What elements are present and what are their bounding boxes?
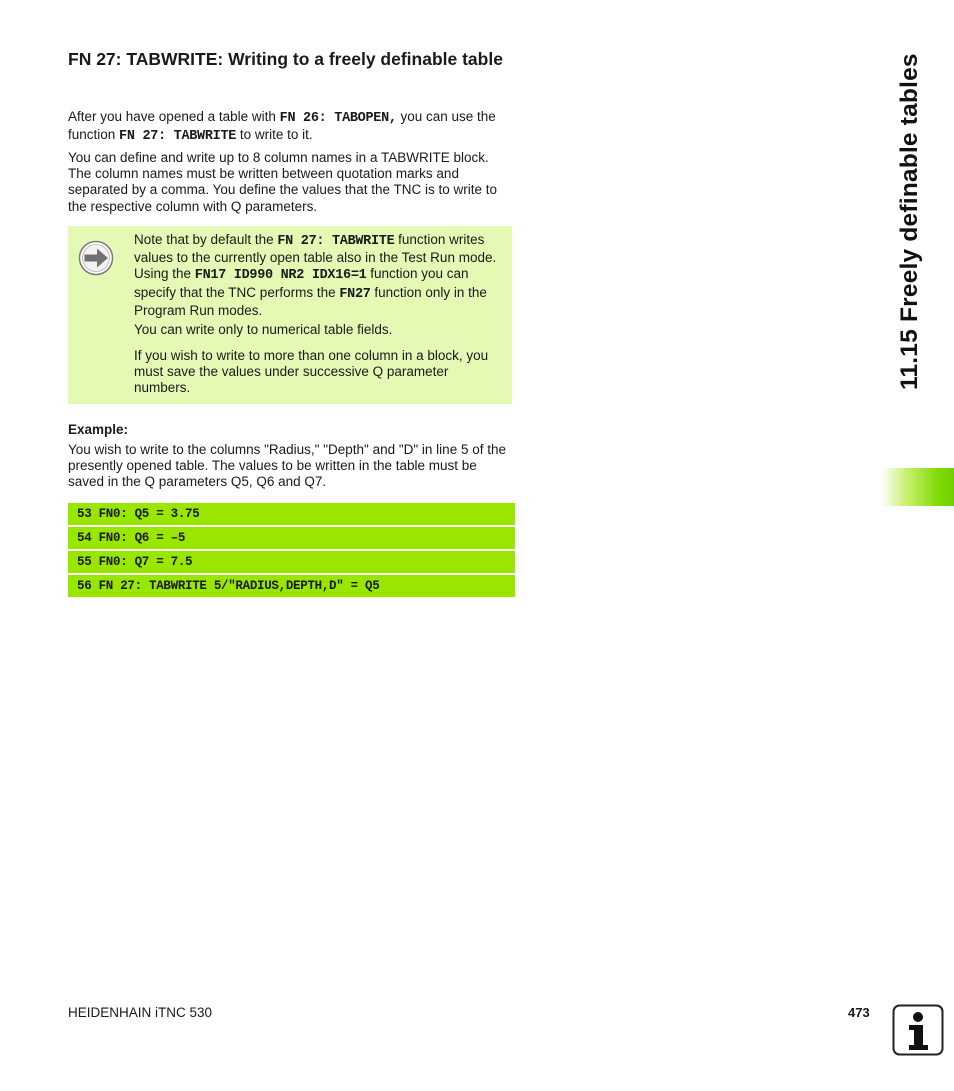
note-successive-q: If you wish to write to more than one column in a block, you must save the values under successive Q parameter numbers. (134, 348, 489, 396)
note-code-tabwrite: FN 27: TABWRITE (277, 234, 395, 249)
note-box (68, 226, 512, 404)
note-code-fn27: FN27 (339, 286, 371, 302)
intro-text-c: to write to it. (236, 127, 313, 143)
chapter-side-title: 11.15 Freely definable tables (896, 53, 923, 390)
note-default-behavior (134, 232, 504, 319)
code-line: 53 FN0: Q5 = 3.75 (68, 503, 515, 525)
chapter-tab-marker (881, 468, 954, 506)
note-text-c: function you can specify that the TNC performs the (134, 266, 469, 300)
arrow-right-icon (78, 240, 114, 276)
note-code-fn17: FN17 ID990 NR2 IDX16=1 (194, 268, 367, 284)
note-numerical-fields: You can write only to numerical table fields. (134, 322, 393, 337)
intro-code-tabopen: FN 26: TABOPEN, (279, 111, 397, 126)
footer-product: HEIDENHAIN iTNC 530 (68, 1005, 213, 1020)
note-text-b: function writes values to the currently open table also in the Test Run mode. Using the (134, 232, 497, 282)
intro-code-tabwrite: FN 27: TABWRITE (119, 129, 237, 145)
info-icon (892, 1004, 944, 1056)
intro-text-a: After you have opened a table with (68, 109, 280, 124)
code-line: 56 FN 27: TABWRITE 5/"RADIUS,DEPTH,D" = Q5 (68, 575, 515, 597)
example-label: Example: (68, 422, 129, 437)
column-names-paragraph: You can define and write up to 8 column names in a TABWRITE block. The column names must be written between quotation marks and separated by a comma. You define the values that the TNC is to write to the respective column with Q parameters. (68, 150, 497, 214)
section-heading: FN 27: TABWRITE: Writing to a freely definable table (68, 49, 503, 69)
intro-paragraph (68, 109, 513, 145)
example-description: You wish to write to the columns "Radius," "Depth" and "D" in line 5 of the presently opened table. The values to be written in the table must be saved in the Q parameters Q5, Q6 and Q7. (68, 442, 506, 490)
note-text-d: function only in the Program Run modes. (134, 284, 487, 318)
code-line: 55 FN0: Q7 = 7.5 (68, 551, 515, 573)
code-line: 54 FN0: Q6 = –5 (68, 527, 515, 549)
page-number: 473 (848, 1005, 870, 1020)
note-text-a: Note that by default the (134, 232, 278, 247)
intro-text-b: you can use the function (68, 109, 496, 143)
